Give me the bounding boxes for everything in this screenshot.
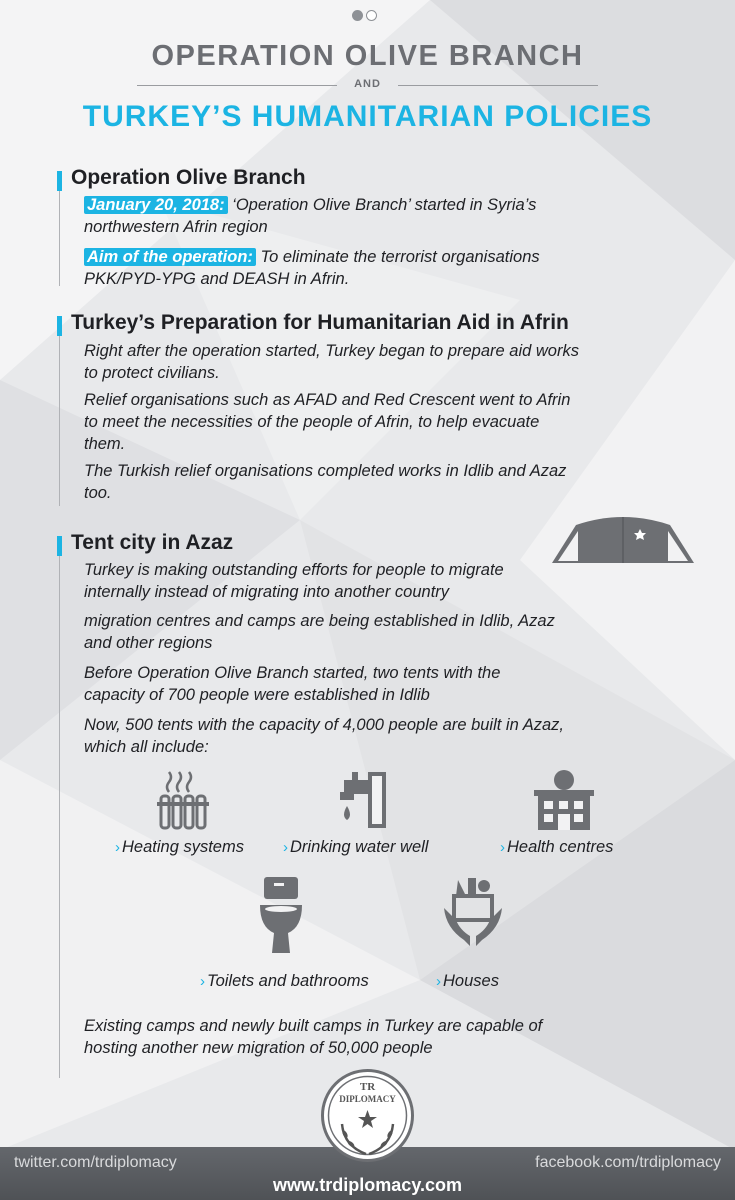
- paragraph-start-date: January 20, 2018: ‘Operation Olive Branch’ started in Syria’s northwestern Afrin region: [84, 196, 537, 236]
- section-marker: [57, 171, 62, 191]
- facility-toilets: › Toilets and bathrooms: [200, 972, 369, 990]
- facility-health: › Health centres: [500, 838, 614, 856]
- emblem-diplomacy: DIPLOMACY: [339, 1094, 396, 1104]
- twitter-link[interactable]: twitter.com/trdiplomacy: [14, 1154, 177, 1171]
- page-indicator[interactable]: [352, 10, 377, 21]
- section-heading-operation: Operation Olive Branch: [71, 166, 306, 189]
- section-heading-preparation: Turkey’s Preparation for Humanitarian Aid in Afrin: [71, 311, 569, 334]
- facility-water: › Drinking water well: [283, 838, 429, 856]
- facility-houses: › Houses: [436, 972, 499, 990]
- closing-paragraph: Existing camps and newly built camps in Turkey are capable of hosting another new migration of 50,000 people: [84, 1017, 543, 1057]
- page-dot-inactive[interactable]: [366, 10, 377, 21]
- water-tap-icon: [330, 770, 388, 832]
- section-marker: [57, 536, 62, 556]
- facility-heating: › Heating systems: [115, 838, 244, 856]
- paragraph: Now, 500 tents with the capacity of 4,000 people are built in Azaz, which all include:: [84, 716, 565, 756]
- date-highlight: January 20, 2018:: [84, 196, 228, 214]
- title-divider: [137, 78, 598, 92]
- page-dot-active[interactable]: [352, 10, 363, 21]
- title-conjunction: AND: [354, 78, 381, 90]
- website-link[interactable]: www.trdiplomacy.com: [272, 1175, 463, 1195]
- tent-icon: [548, 505, 698, 567]
- paragraph: Before Operation Olive Branch started, two tents with the capacity of 700 people were established in Idlib: [84, 664, 501, 704]
- paragraph: Turkey is making outstanding efforts for people to migrate internally instead of migrating into another country: [84, 561, 504, 601]
- section-heading-tent-city: Tent city in Azaz: [71, 531, 234, 554]
- section-marker: [57, 316, 62, 336]
- main-title: OPERATION OLIVE BRANCH: [151, 40, 584, 72]
- aid-box-hands-icon: [442, 876, 504, 950]
- section-line: [59, 328, 60, 506]
- facebook-link[interactable]: facebook.com/trdiplomacy: [535, 1154, 721, 1171]
- subtitle: TURKEY’S HUMANITARIAN POLICIES: [82, 100, 653, 133]
- aim-highlight: Aim of the operation:: [84, 248, 256, 266]
- paragraph: Relief organisations such as AFAD and Red Crescent went to Afrin to meet the necessities of the people of Afrin, to help evacuate them.: [84, 391, 571, 453]
- paragraph-aim: Aim of the operation: To eliminate the terrorist organisations PKK/PYD-YPG and DEASH in Afrin.: [84, 248, 540, 288]
- trdiplomacy-emblem: [320, 1068, 415, 1173]
- section-line: [59, 548, 60, 1078]
- paragraph: Right after the operation started, Turkey began to prepare aid works to protect civilians.: [84, 342, 579, 382]
- radiator-icon: [155, 768, 211, 830]
- paragraph: migration centres and camps are being established in Idlib, Azaz and other regions: [84, 612, 555, 652]
- emblem-tr: TR: [359, 1081, 376, 1093]
- paragraph: The Turkish relief organisations completed works in Idlib and Azaz too.: [84, 462, 567, 502]
- hospital-icon: [530, 768, 598, 832]
- toilet-icon: [258, 875, 304, 957]
- section-line: [59, 186, 60, 286]
